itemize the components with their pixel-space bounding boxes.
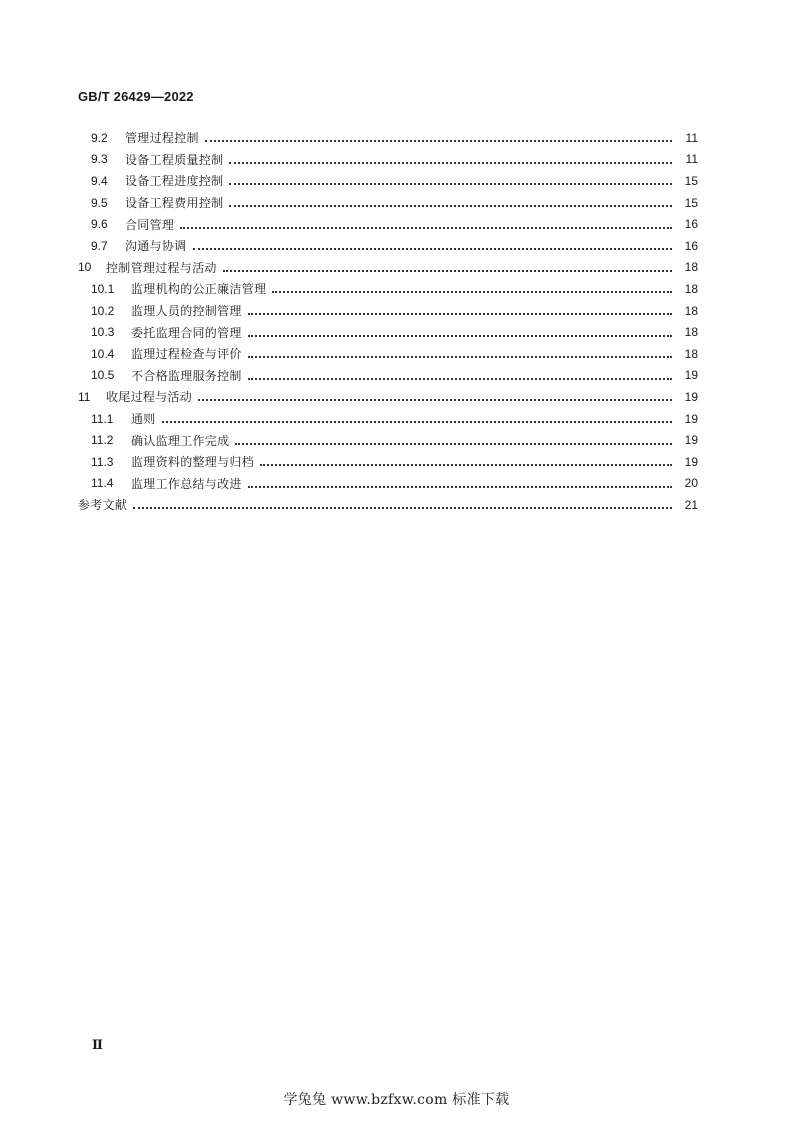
table-of-contents <box>78 127 698 516</box>
toc-entry-page: 18 <box>684 303 698 318</box>
toc-entry-title: 监理人员的控制管理 <box>131 304 242 319</box>
toc-entry-title: 监理机构的公正廉洁管理 <box>131 282 267 297</box>
toc-entry-page: 21 <box>684 497 698 512</box>
toc-entry-page: 11 <box>685 130 698 145</box>
toc-entry[interactable] <box>78 257 698 279</box>
toc-entry-title: 确认监理工作完成 <box>131 433 230 448</box>
toc-entry-number: 9.6 <box>91 217 108 232</box>
toc-entry-page: 15 <box>684 173 698 188</box>
toc-leader-dots <box>162 420 672 423</box>
toc-entry-title: 监理工作总结与改进 <box>131 476 242 491</box>
toc-entry[interactable] <box>78 429 698 451</box>
toc-entry-title: 设备工程费用控制 <box>125 196 224 211</box>
toc-entry[interactable] <box>78 365 698 387</box>
toc-entry-title: 设备工程进度控制 <box>125 174 224 189</box>
toc-entry-page: 11 <box>685 152 698 167</box>
toc-entry[interactable] <box>78 149 698 171</box>
toc-entry[interactable] <box>78 127 698 149</box>
toc-entry-number: 10.1 <box>91 281 115 296</box>
toc-entry-page: 19 <box>684 433 698 448</box>
toc-entry-title: 参考文献 <box>78 498 128 513</box>
toc-leader-dots <box>180 226 672 229</box>
toc-entry-number: 9.2 <box>91 130 108 145</box>
toc-leader-dots <box>235 442 672 445</box>
toc-entry[interactable] <box>78 170 698 192</box>
toc-entry[interactable] <box>78 213 698 235</box>
toc-entry-number: 11.1 <box>91 411 114 426</box>
toc-leader-dots <box>229 204 672 207</box>
toc-entry-number: 9.5 <box>91 195 108 210</box>
toc-entry-page: 19 <box>684 389 698 404</box>
toc-entry[interactable] <box>78 235 698 257</box>
toc-leader-dots <box>193 247 672 250</box>
standard-code-header: GB/T 26429—2022 <box>78 89 194 104</box>
toc-leader-dots <box>272 290 672 293</box>
toc-entry-title: 控制管理过程与活动 <box>106 260 217 275</box>
toc-leader-dots <box>248 355 672 358</box>
toc-entry-number: 9.3 <box>91 152 108 167</box>
toc-entry[interactable] <box>78 408 698 430</box>
toc-entry[interactable] <box>78 473 698 495</box>
toc-entry[interactable] <box>78 278 698 300</box>
toc-leader-dots <box>133 506 672 509</box>
toc-entry-title: 管理过程控制 <box>125 131 199 146</box>
page-number: Ⅱ <box>92 1037 103 1052</box>
toc-entry-number: 10 <box>78 260 92 275</box>
toc-entry-number: 10.3 <box>91 325 115 340</box>
toc-entry-number: 10.4 <box>91 346 115 361</box>
toc-entry-title: 沟通与协调 <box>125 239 187 254</box>
toc-entry-page: 18 <box>684 260 698 275</box>
toc-entry-page: 18 <box>684 346 698 361</box>
toc-entry-title: 收尾过程与活动 <box>106 390 193 405</box>
toc-entry-page: 19 <box>684 411 698 426</box>
toc-entry-title: 合同管理 <box>125 217 175 232</box>
toc-entry-number: 10.2 <box>91 303 115 318</box>
toc-entry-title: 设备工程质量控制 <box>125 152 224 167</box>
toc-entry[interactable] <box>78 321 698 343</box>
toc-leader-dots <box>248 377 672 380</box>
toc-leader-dots <box>248 334 672 337</box>
toc-entry-number: 11.3 <box>91 454 114 469</box>
toc-entry[interactable] <box>78 494 698 516</box>
toc-leader-dots <box>205 139 672 142</box>
toc-entry-page: 19 <box>684 454 698 469</box>
toc-entry[interactable] <box>78 451 698 473</box>
toc-entry-page: 15 <box>684 195 698 210</box>
toc-entry-number: 11.4 <box>91 476 114 491</box>
toc-entry-title: 委托监理合同的管理 <box>131 325 242 340</box>
toc-entry-page: 20 <box>684 476 698 491</box>
footer-watermark-text: 学兔兔 www.bzfxw.com 标准下载 <box>283 1092 510 1108</box>
toc-leader-dots <box>248 312 672 315</box>
toc-entry-page: 16 <box>684 238 698 253</box>
toc-entry[interactable] <box>78 300 698 322</box>
toc-entry-page: 16 <box>684 217 698 232</box>
toc-leader-dots <box>223 269 672 272</box>
toc-entry-number: 9.7 <box>91 238 108 253</box>
toc-leader-dots <box>229 182 672 185</box>
toc-entry-page: 18 <box>684 281 698 296</box>
toc-leader-dots <box>198 398 672 401</box>
toc-entry-title: 监理资料的整理与归档 <box>131 455 255 470</box>
toc-leader-dots <box>248 485 672 488</box>
toc-entry-page: 19 <box>684 368 698 383</box>
toc-entry[interactable] <box>78 192 698 214</box>
toc-entry[interactable] <box>78 386 698 408</box>
toc-entry-page: 18 <box>684 325 698 340</box>
toc-entry-title: 通则 <box>131 412 156 427</box>
toc-entry[interactable] <box>78 343 698 365</box>
toc-leader-dots <box>229 161 672 164</box>
toc-leader-dots <box>260 463 672 466</box>
toc-entry-title: 不合格监理服务控制 <box>131 368 242 383</box>
toc-entry-number: 11 <box>78 389 91 404</box>
toc-entry-number: 9.4 <box>91 173 108 188</box>
toc-entry-number: 10.5 <box>91 368 115 383</box>
toc-entry-number: 11.2 <box>91 433 114 448</box>
toc-entry-title: 监理过程检查与评价 <box>131 347 242 362</box>
